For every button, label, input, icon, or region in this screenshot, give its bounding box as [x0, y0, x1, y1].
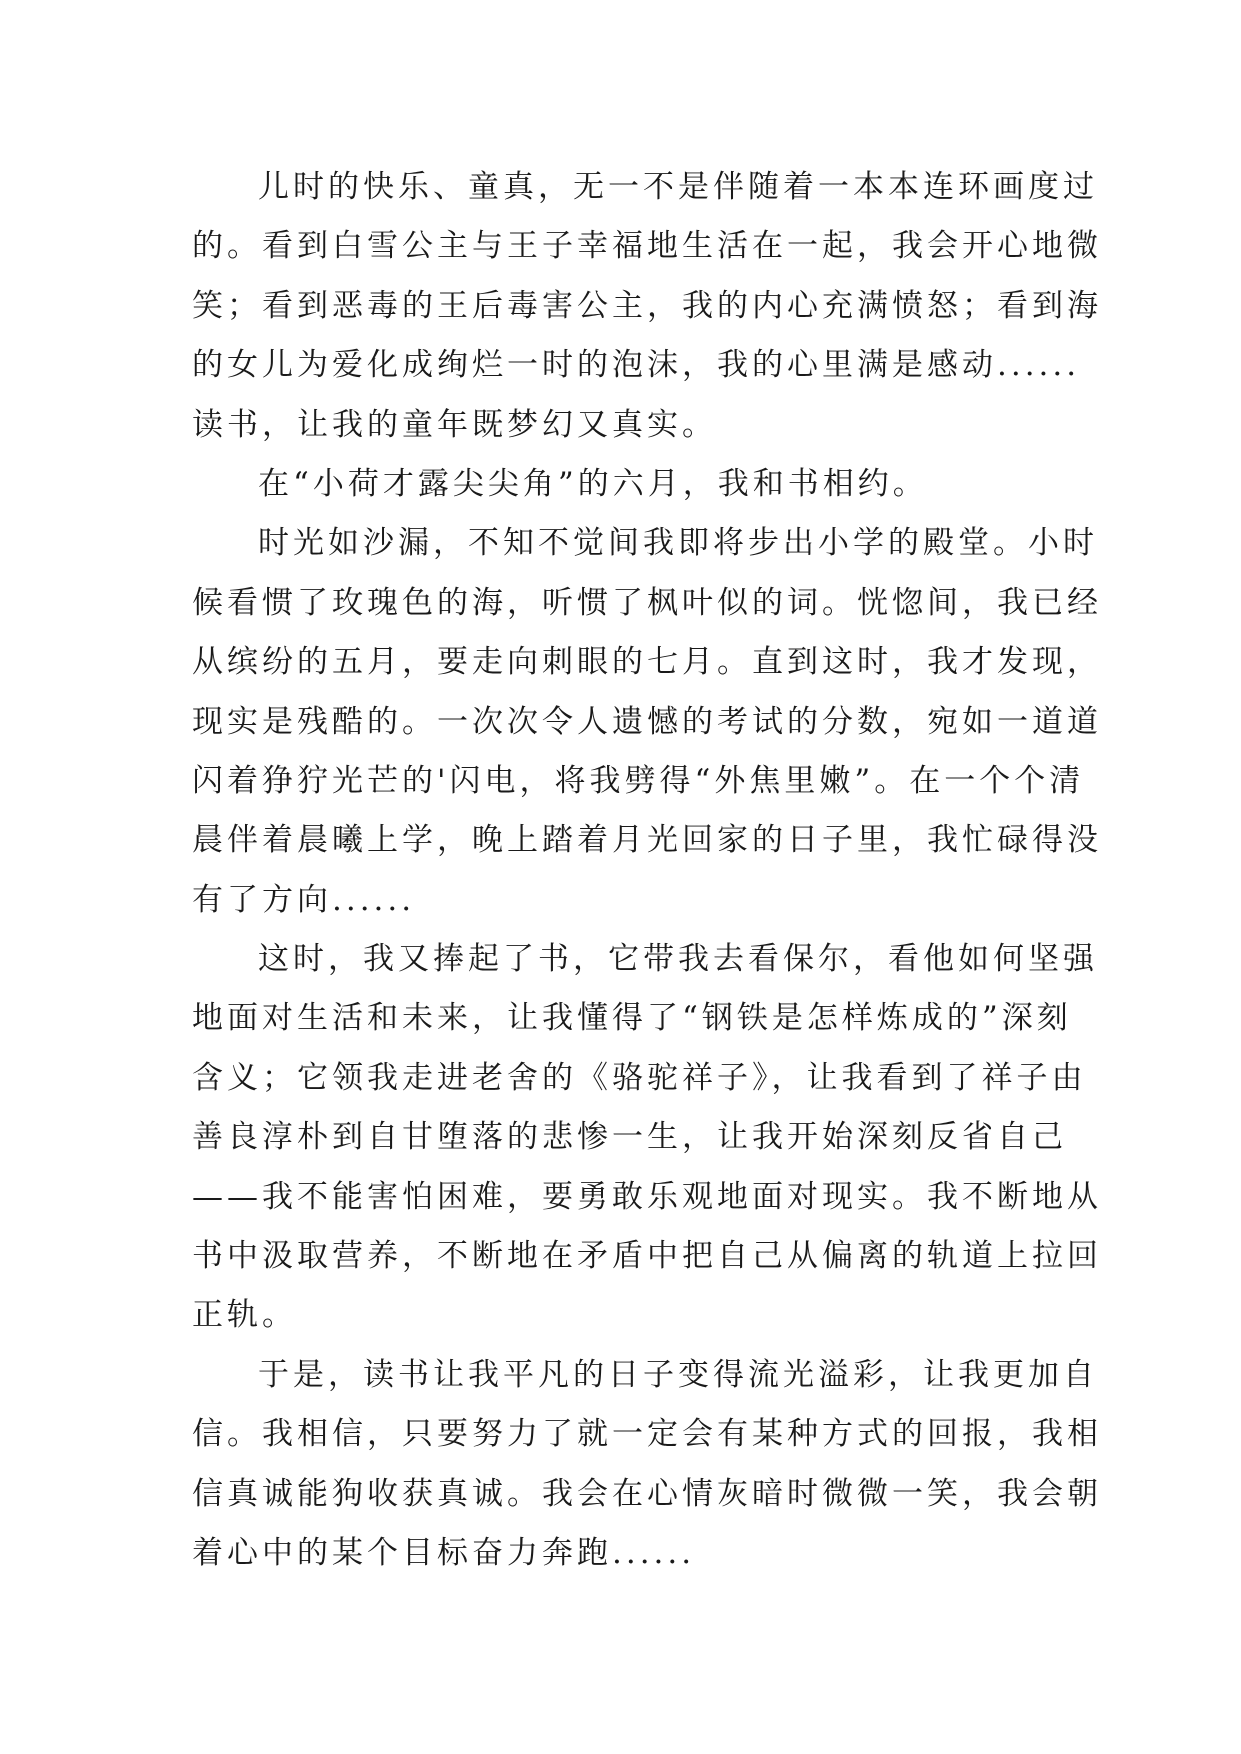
text-line: 善良淳朴到自甘堕落的悲惨一生，让我开始深刻反省自己	[192, 1119, 1067, 1156]
text-line: ——我不能害怕困难，要勇敢乐观地面对现实。我不断地从	[192, 1178, 1102, 1215]
text-line: 的女儿为爱化成绚烂一时的泡沫，我的心里满是感动......	[192, 347, 1081, 384]
text-line: 晨伴着晨曦上学，晚上踏着月光回家的日子里，我忙碌得没	[192, 822, 1102, 859]
text-line: 读书，让我的童年既梦幻又真实。	[192, 406, 717, 443]
text-line: 地面对生活和未来，让我懂得了“钢铁是怎样炼成的”深刻	[192, 1000, 1072, 1037]
text-line: 信。我相信，只要努力了就一定会有某种方式的回报，我相	[192, 1416, 1102, 1453]
text-line: 信真诚能狗收获真诚。我会在心情灰暗时微微一笑，我会朝	[192, 1475, 1102, 1512]
paragraph-3	[192, 514, 1102, 930]
text-line: 现实是残酷的。一次次令人遗憾的考试的分数，宛如一道道	[192, 703, 1102, 740]
text-line: 这时，我又捧起了书，它带我去看保尔，看他如何坚强	[258, 941, 1098, 978]
paragraph-5	[192, 1346, 1102, 1584]
text-line: 时光如沙漏，不知不觉间我即将步出小学的殿堂。小时	[258, 525, 1098, 562]
text-line: 着心中的某个目标奋力奔跑......	[192, 1534, 696, 1571]
paragraph-4	[192, 930, 1102, 1346]
text-line: 有了方向......	[192, 881, 416, 918]
paragraph-1	[192, 158, 1102, 455]
text-line: 儿时的快乐、童真，无一不是伴随着一本本连环画度过	[258, 169, 1098, 205]
article-body	[192, 158, 1102, 1583]
text-line: 的。看到白雪公主与王子幸福地生活在一起，我会开心地微	[192, 228, 1102, 265]
text-line: 于是，读书让我平凡的日子变得流光溢彩，让我更加自	[258, 1356, 1098, 1393]
text-line: 从缤纷的五月，要走向刺眼的七月。直到这时，我才发现，	[192, 644, 1102, 681]
text-line: 书中汲取营养，不断地在矛盾中把自己从偏离的轨道上拉回	[192, 1238, 1102, 1275]
text-line: 闪着狰狞光芒的'闪电，将我劈得“外焦里嫩”。在一个个清	[192, 762, 1085, 799]
text-line: 含义；它领我走进老舍的《骆驼祥子》，让我看到了祥子由	[192, 1059, 1087, 1096]
text-line: 候看惯了玫瑰色的海，听惯了枫叶似的词。恍惚间，我已经	[192, 584, 1102, 621]
paragraph-2	[192, 455, 1072, 514]
text-line: 在“小荷才露尖尖角”的六月，我和书相约。	[258, 465, 928, 502]
text-line: 正轨。	[192, 1297, 297, 1334]
text-line: 笑；看到恶毒的王后毒害公主，我的内心充满愤怒；看到海	[192, 287, 1102, 324]
